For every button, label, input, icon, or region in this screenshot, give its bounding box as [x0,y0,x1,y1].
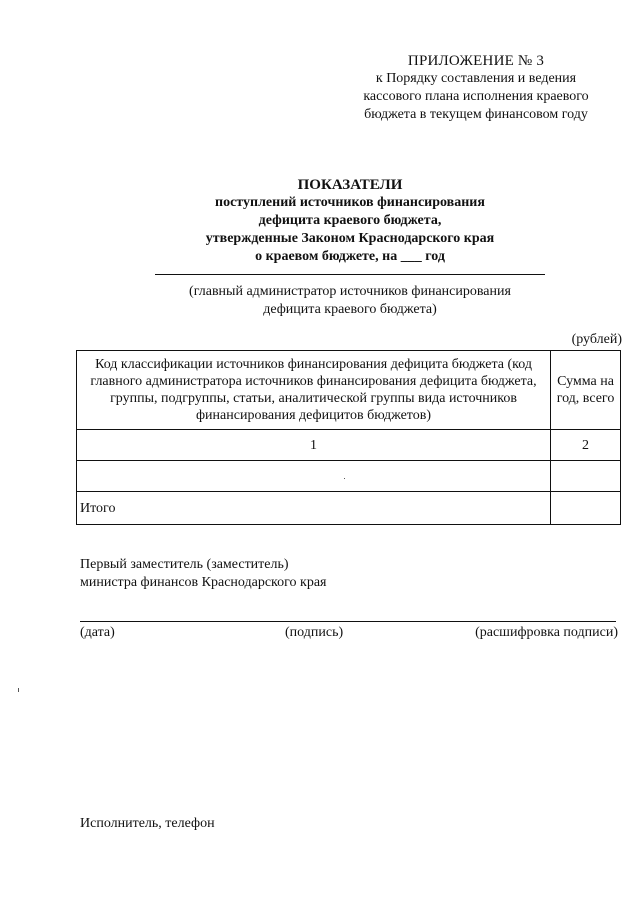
table-header-row [77,351,621,430]
title-line-3: утвержденные Законом Краснодарского края [205,231,495,246]
scan-speck [18,688,19,692]
table-cell-code [77,461,551,492]
signature-line [80,621,616,622]
signer-position-line-2: министра финансов Краснодарского края [80,575,327,590]
table-total-row [77,492,621,525]
annex-line-2: кассового плана исполнения краевого [363,89,589,104]
title-line-1: поступлений источников финансирования [215,195,485,210]
annex-title: ПРИЛОЖЕНИЕ № 3 [407,53,545,69]
total-sum [551,492,621,525]
scan-speck [344,478,345,479]
column-number-2: 2 [551,430,621,461]
header-annual-sum: Сумма на год, всего [551,351,621,430]
table-number-row [77,430,621,461]
annex-header [346,52,606,124]
annex-line-1: к Порядку составления и ведения [375,71,577,86]
column-number-1: 1 [77,430,551,461]
document-title [150,176,550,266]
title-line-2: дефицита краевого бюджета, [258,213,442,228]
total-label: Итого [77,492,551,525]
signature-sign-label: (подпись) [285,625,344,640]
table-row [77,461,621,492]
annex-line-3: бюджета в текущем финансовом году [364,107,588,122]
administrator-caption [155,283,545,319]
units-label: (рублей) [571,332,622,347]
administrator-fill-line [155,274,545,275]
title-line-4: о краевом бюджете, на ___ год [255,249,445,264]
title-main: ПОКАЗАТЕЛИ [297,177,403,193]
administrator-caption-line-1: (главный администратор источников финансирования [189,284,511,299]
signature-decode-label: (расшифровка подписи) [475,625,618,640]
executor-label: Исполнитель, телефон [80,816,215,831]
indicators-table [76,350,621,525]
header-classification-code: Код классификации источников финансирования дефицита бюджета (код главного администратора источников финансирования дефицита бюджета, группы, подгруппы, статьи, аналитической группы вида источников финансирования дефицитов бюджетов) [77,351,551,430]
signer-position-line-1: Первый заместитель (заместитель) [80,557,289,572]
administrator-caption-line-2: дефицита краевого бюджета) [263,302,437,317]
signer-block [80,556,326,592]
signature-date-label: (дата) [80,625,115,640]
table-cell-sum [551,461,621,492]
